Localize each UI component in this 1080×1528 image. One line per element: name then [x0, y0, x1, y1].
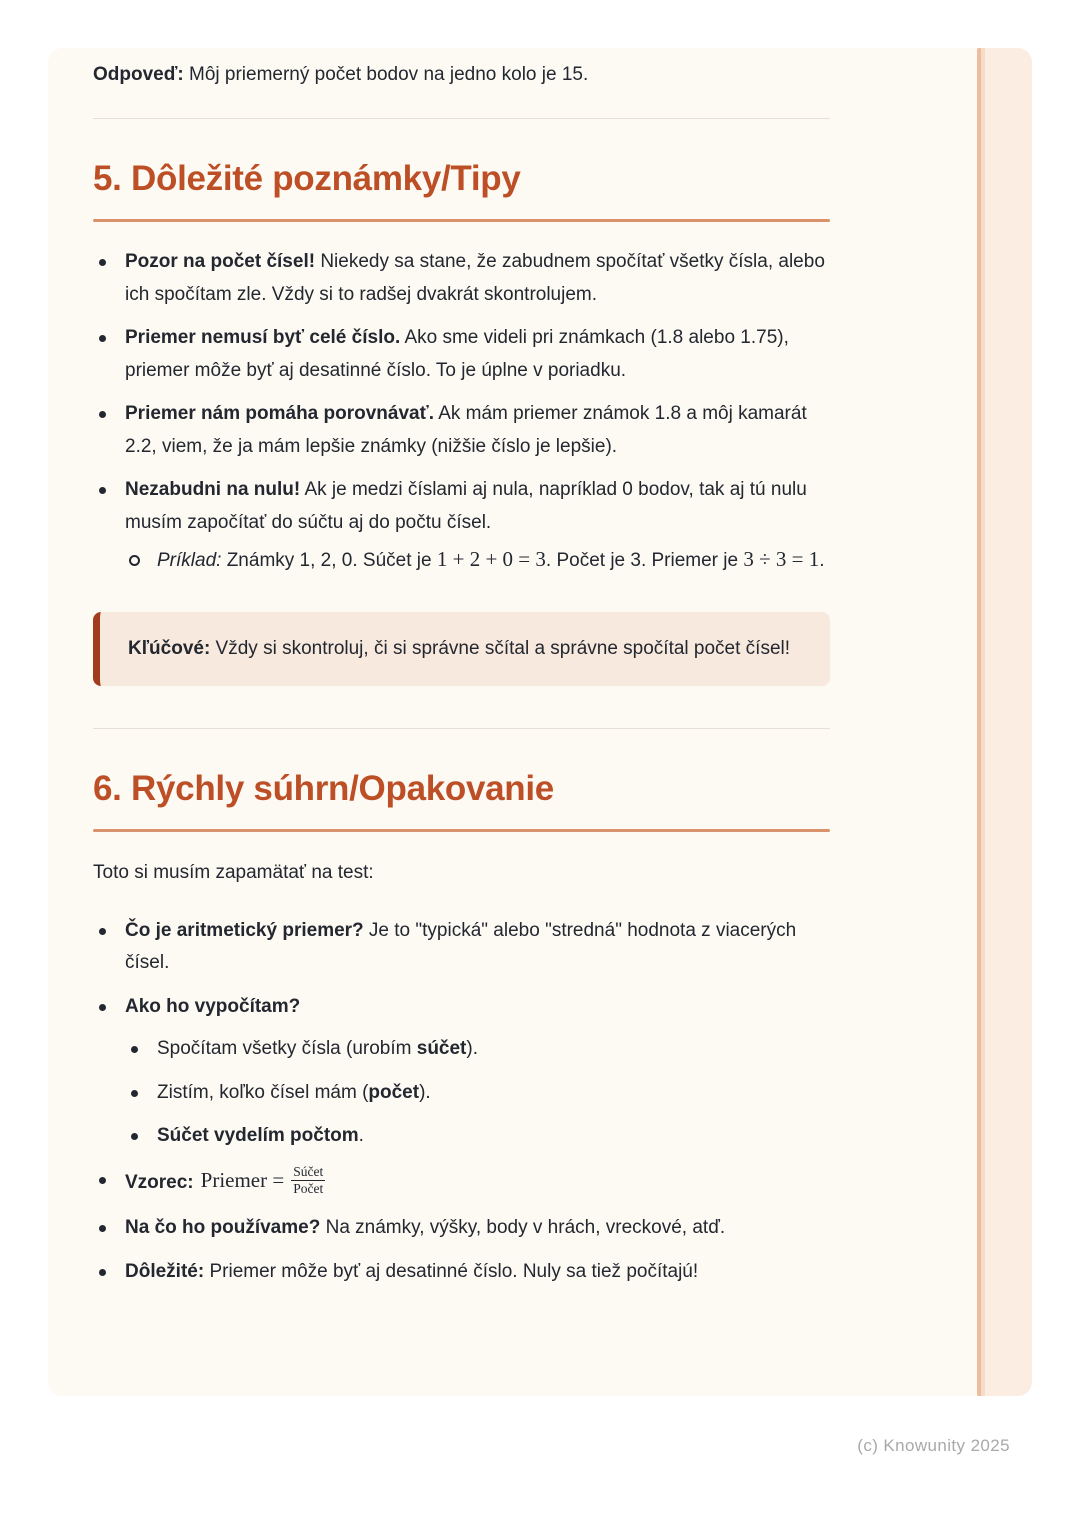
- bullet-icon: [125, 1077, 157, 1110]
- bullet-icon: [93, 1256, 125, 1289]
- answer-line: [93, 58, 830, 91]
- example-text: Známky 1, 2, 0. Súčet je: [221, 550, 437, 571]
- circle-bullet-icon: [125, 543, 157, 578]
- fraction-denominator: Počet: [293, 1181, 324, 1197]
- bullet-icon: [125, 1120, 157, 1153]
- list-item: [93, 322, 830, 387]
- list-item-text: Zistím, koľko čísel mám (: [157, 1081, 369, 1103]
- bullet-icon: [93, 915, 125, 980]
- list-item: [93, 1212, 830, 1245]
- example-text: . Počet je 3. Priemer je: [545, 550, 744, 571]
- list-item-text: Je to "typická" alebo "stredná" hodnota z viacerých čísel.: [125, 919, 797, 973]
- list-item-text: Ako sme videli pri známkach (1.8 alebo 1.75), priemer môže byť aj desatinné číslo. To je úplne v poriadku.: [125, 327, 789, 381]
- answer-label: Odpoveď:: [93, 64, 184, 85]
- list-item-text: ).: [466, 1038, 478, 1059]
- divider: [93, 728, 830, 729]
- bullet-icon: [93, 398, 125, 463]
- list-item-text: Ak mám priemer známok 1.8 a môj kamarát 2.2, viem, že ja mám lepšie známky (nižšie číslo je lepšie).: [125, 403, 807, 457]
- section-6-list: [93, 915, 830, 1289]
- list-item-emphasis: počet: [368, 1081, 420, 1103]
- list-item: [93, 398, 830, 463]
- bullet-icon: [93, 474, 125, 578]
- page-content: [48, 48, 830, 1288]
- list-item-lead: Čo je aritmetický priemer?: [125, 919, 364, 941]
- list-item-text: Spočítam všetky čísla (urobím: [157, 1038, 417, 1059]
- section-6-intro: Toto si musím zapamätať na test:: [93, 861, 374, 883]
- bullet-icon: [93, 1212, 125, 1245]
- list-item: [93, 1164, 830, 1202]
- list-item-lead: Priemer nemusí byť celé číslo.: [125, 327, 401, 348]
- list-item: [93, 474, 830, 578]
- list-item-text: Ak je medzi číslami aj nula, napríklad 0 bodov, tak aj tú nulu musím započítať do súčtu aj do počtu čísel.: [125, 479, 807, 533]
- section-6-title: 6. Rýchly súhrn/Opakovanie: [93, 768, 554, 808]
- copyright-footer: (c) Knowunity 2025: [857, 1436, 1010, 1455]
- list-item-lead: Ako ho vypočítam?: [125, 995, 301, 1017]
- divider: [93, 118, 830, 119]
- list-item: [93, 991, 830, 1153]
- fraction: [291, 1164, 325, 1199]
- list-item: [125, 1120, 830, 1153]
- formula-label: Vzorec:: [125, 1171, 194, 1193]
- callout-text: Vždy si skontroluj, či si správne sčítal a správne spočítal počet čísel!: [210, 637, 791, 659]
- fraction-numerator: Súčet: [291, 1164, 325, 1182]
- list-item-emphasis: súčet: [416, 1038, 467, 1059]
- list-item-text: Niekedy sa stane, že zabudnem spočítať všetky čísla, alebo ich spočítam zle. Vždy si to radšej dvakrát skontrolujem.: [125, 251, 825, 305]
- bullet-icon: [93, 991, 125, 1153]
- list-item-lead: Na čo ho používame?: [125, 1217, 321, 1239]
- callout-label: Kľúčové:: [128, 637, 211, 659]
- list-item-lead: Priemer nám pomáha porovnávať.: [125, 403, 434, 424]
- section-5-title: 5. Dôležité poznámky/Tipy: [93, 159, 521, 198]
- list-item-emphasis: Súčet vydelím počtom: [157, 1125, 359, 1146]
- list-item: [93, 246, 830, 311]
- page-edge-stripe: [977, 48, 1032, 1396]
- bullet-icon: [93, 1164, 125, 1202]
- list-item: [125, 543, 830, 578]
- list-item-text: Na známky, výšky, body v hrách, vreckové, atď.: [320, 1217, 726, 1239]
- list-item-lead: Nezabudni na nulu!: [125, 479, 301, 500]
- math-expression: 3 ÷ 3 = 1: [743, 547, 820, 571]
- list-item-lead: Pozor na počet čísel!: [125, 251, 316, 272]
- section-6-title-underline: [93, 829, 830, 832]
- answer-text: Môj priemerný počet bodov na jedno kolo je 15.: [183, 64, 589, 85]
- steps-sublist: [125, 1033, 830, 1153]
- list-item-text: ).: [419, 1081, 431, 1103]
- list-item: [125, 1033, 830, 1066]
- list-item-text: Priemer môže byť aj desatinné číslo. Nuly sa tiež počítajú!: [204, 1260, 699, 1282]
- list-item: [93, 915, 830, 980]
- example-sublist: [125, 543, 830, 578]
- section-5-list: [93, 246, 830, 578]
- list-item-lead: Dôležité:: [125, 1260, 205, 1282]
- list-item-text: .: [358, 1125, 364, 1146]
- bullet-icon: [93, 322, 125, 387]
- math-expression: 1 + 2 + 0 = 3: [436, 547, 546, 571]
- key-takeaway-callout: [93, 612, 830, 686]
- section-5-title-underline: [93, 219, 830, 222]
- bullet-icon: [125, 1033, 157, 1066]
- bullet-icon: [93, 246, 125, 311]
- example-label: Príklad:: [157, 550, 222, 571]
- example-text: .: [819, 550, 825, 571]
- list-item: [93, 1256, 830, 1289]
- document-page-card: [48, 48, 1032, 1396]
- math-expression: Priemer =: [200, 1168, 285, 1193]
- list-item: [125, 1077, 830, 1110]
